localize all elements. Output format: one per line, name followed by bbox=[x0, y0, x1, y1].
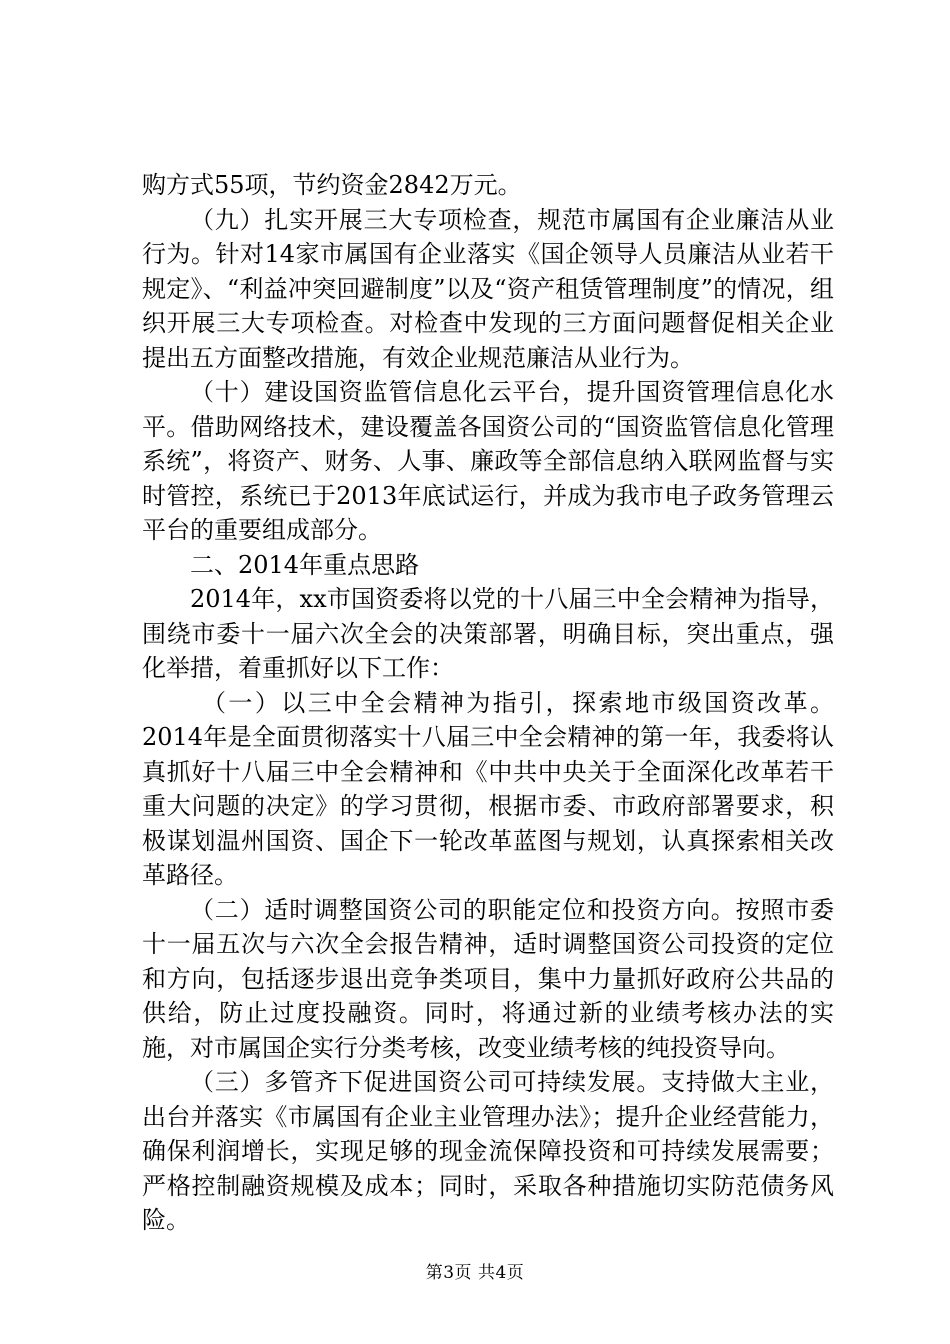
paragraph-section-9: （九）扎实开展三大专项检查，规范市属国有企业廉洁从业行为。针对14家市属国有企业落实《国企领导人员廉洁从业若干规定》、“利益冲突回避制度”以及“资产租赁管理制度”的情况，组织开展三大专项检查。对检查中发现的三方面问题督促相关企业提出五方面整改措施，有效企业规范廉洁从业行为。 bbox=[142, 205, 834, 372]
section-heading-2014: 二、2014年重点思路 bbox=[190, 550, 420, 579]
paragraph-item-1: （一）以三中全会精神为指引，探索地市级国资改革。2014年是全面贯彻落实十八届三中全会精神的第一年，我委将认真抓好十八届三中全会精神和《中共中央关于全面深化改革若干重大问题的决定》的学习贯彻，根据市委、市政府部署要求，积极谋划温州国资、国企下一轮改革蓝图与规划，认真探索相关改革路径。 bbox=[142, 688, 834, 889]
paragraph-item-2: （二）适时调整国资公司的职能定位和投资方向。按照市委十一届五次与六次全会报告精神，适时调整国资公司投资的定位和方向，包括逐步退出竞争类项目，集中力量抓好政府公共品的供给，防止过度投融资。同时，将通过新的业绩考核办法的实施，对市属国企实行分类考核，改变业绩考核的纯投资导向。 bbox=[142, 895, 834, 1062]
document-body bbox=[142, 168, 834, 1238]
paragraph-section-10: （十）建设国资监管信息化云平台，提升国资管理信息化水平。借助网络技术，建设覆盖各国资公司的“国资监管信息化管理系统”，将资产、财务、人事、廉政等全部信息纳入联网监督与实时管控，系统已于2013年底试运行，并成为我市电子政务管理云平台的重要组成部分。 bbox=[142, 378, 834, 544]
page-number-footer: 第3页 共4页 bbox=[425, 1263, 525, 1283]
paragraph-item-3: （三）多管齐下促进国资公司可持续发展。支持做大主业，出台并落实《市属国有企业主业管理办法》；提升企业经营能力，确保利润增长，实现足够的现金流保障投资和可持续发展需要；严格控制融资规模及成本；同时，采取各种措施切实防范债务风险。 bbox=[142, 1068, 834, 1234]
paragraph-continuation: 购方式55项，节约资金2842万元。 bbox=[142, 171, 522, 199]
paragraph-2014-intro: 2014年，xx市国资委将以党的十八届三中全会精神为指导，围绕市委十一届六次全会的决策部署，明确目标，突出重点，强化举措，着重抓好以下工作： bbox=[142, 585, 834, 682]
